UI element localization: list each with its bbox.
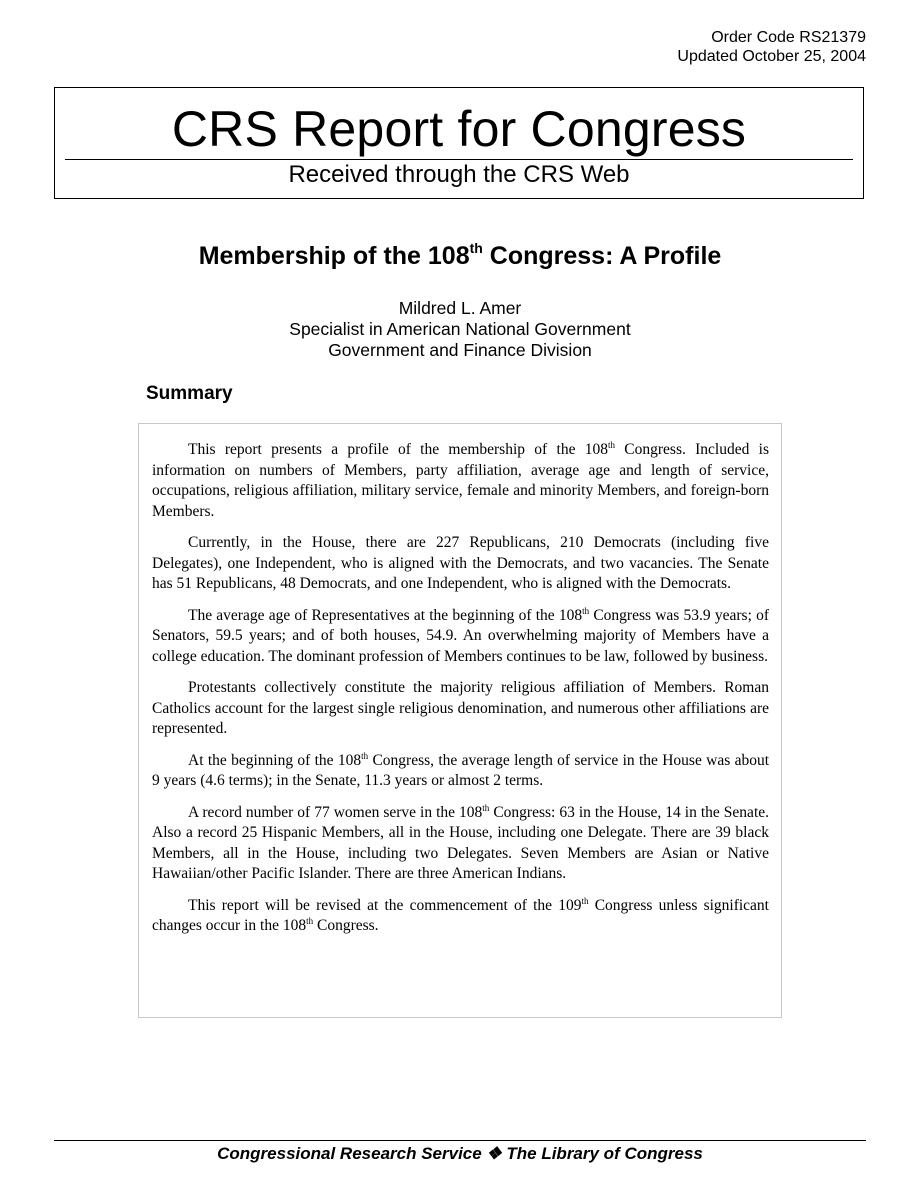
- ordinal-sup: th: [582, 605, 590, 616]
- summary-text: Congress was 53.9 years; of Senators, 59.5 years; and of both houses, 54.9. An overwhelming majority of Members have a college education. The dominant profession of Members continues to be law, followed by business.: [152, 606, 769, 665]
- author-division: Government and Finance Division: [328, 340, 592, 360]
- ordinal-sup: th: [306, 916, 314, 926]
- summary-paragraph-1: [152, 440, 769, 522]
- masthead-subtitle: Received through the CRS Web: [288, 161, 630, 188]
- ordinal-sup: th: [607, 440, 615, 450]
- author-block: [0, 298, 920, 361]
- footer-divider: [54, 1140, 866, 1141]
- updated-date: Updated October 25, 2004: [677, 48, 866, 65]
- order-code: Order Code RS21379: [711, 29, 866, 46]
- summary-text: A record number of 77 women serve in the 108: [188, 803, 483, 821]
- report-title-ordinal: th: [469, 240, 483, 256]
- order-code-block: [677, 28, 866, 66]
- summary-text: At the beginning of the 108: [188, 751, 362, 769]
- author-position: Specialist in American National Government: [289, 319, 631, 339]
- ordinal-sup: th: [361, 750, 369, 761]
- summary-text: The average age of Representatives at the beginning of the 108: [188, 606, 583, 624]
- ordinal-sup: th: [482, 802, 490, 813]
- summary-text: This report presents a profile of the membership of the 108: [188, 441, 608, 458]
- summary-text: Protestants collectively constitute the majority religious affiliation of Members. Roman Catholics account for the largest single religious denomination, and numerous other affiliations are represented.: [152, 679, 769, 737]
- masthead-divider: [65, 159, 853, 160]
- summary-paragraph-2: [152, 533, 769, 595]
- summary-paragraph-7: [152, 896, 769, 937]
- report-title: [0, 240, 920, 272]
- summary-paragraph-5: [152, 751, 769, 792]
- summary-text: Congress.: [313, 917, 379, 934]
- summary-paragraph-6: [152, 803, 769, 885]
- summary-text: Congress unless significant changes occur in the 108: [152, 896, 769, 934]
- summary-text: This report will be revised at the commencement of the 109: [188, 896, 582, 914]
- summary-text: Congress: 63 in the House, 14 in the Senate. Also a record 25 Hispanic Members, all in the House, including one Delegate. There are 39 black Members, all in the House, including two Delegates. Seven Members are Asian or Native Hawaiian/other Pacific Islander. There are three American Indians.: [152, 803, 769, 882]
- summary-text: Currently, in the House, there are 227 Republicans, 210 Democrats (including five Delegates), one Independent, who is aligned with the Democrats, and two vacancies. The Senate has 51 Republicans, 48 Democrats, and one Independent, who is aligned with the Democrats.: [152, 534, 769, 592]
- ordinal-sup: th: [581, 895, 589, 906]
- summary-box: [138, 423, 782, 1018]
- summary-text: Congress. Included is information on numbers of Members, party affiliation, average age and length of service, occupations, religious affiliation, military service, female and minority Members, and foreign-born Members.: [152, 441, 769, 520]
- report-title-rest: Congress: A Profile: [482, 242, 722, 270]
- masthead-title: CRS Report for Congress: [171, 101, 747, 157]
- masthead-box: [54, 87, 864, 199]
- summary-text: Congress, the average length of service in the House was about 9 years (4.6 terms); in the Senate, 11.3 years or almost 2 terms.: [152, 751, 769, 789]
- author-name: Mildred L. Amer: [398, 298, 522, 318]
- report-title-main: Membership of the 108: [198, 242, 470, 270]
- summary-paragraph-4: [152, 678, 769, 740]
- summary-heading: Summary: [146, 383, 233, 404]
- summary-paragraph-3: [152, 606, 769, 668]
- footer-text: Congressional Research Service ❖ The Library of Congress: [217, 1144, 703, 1163]
